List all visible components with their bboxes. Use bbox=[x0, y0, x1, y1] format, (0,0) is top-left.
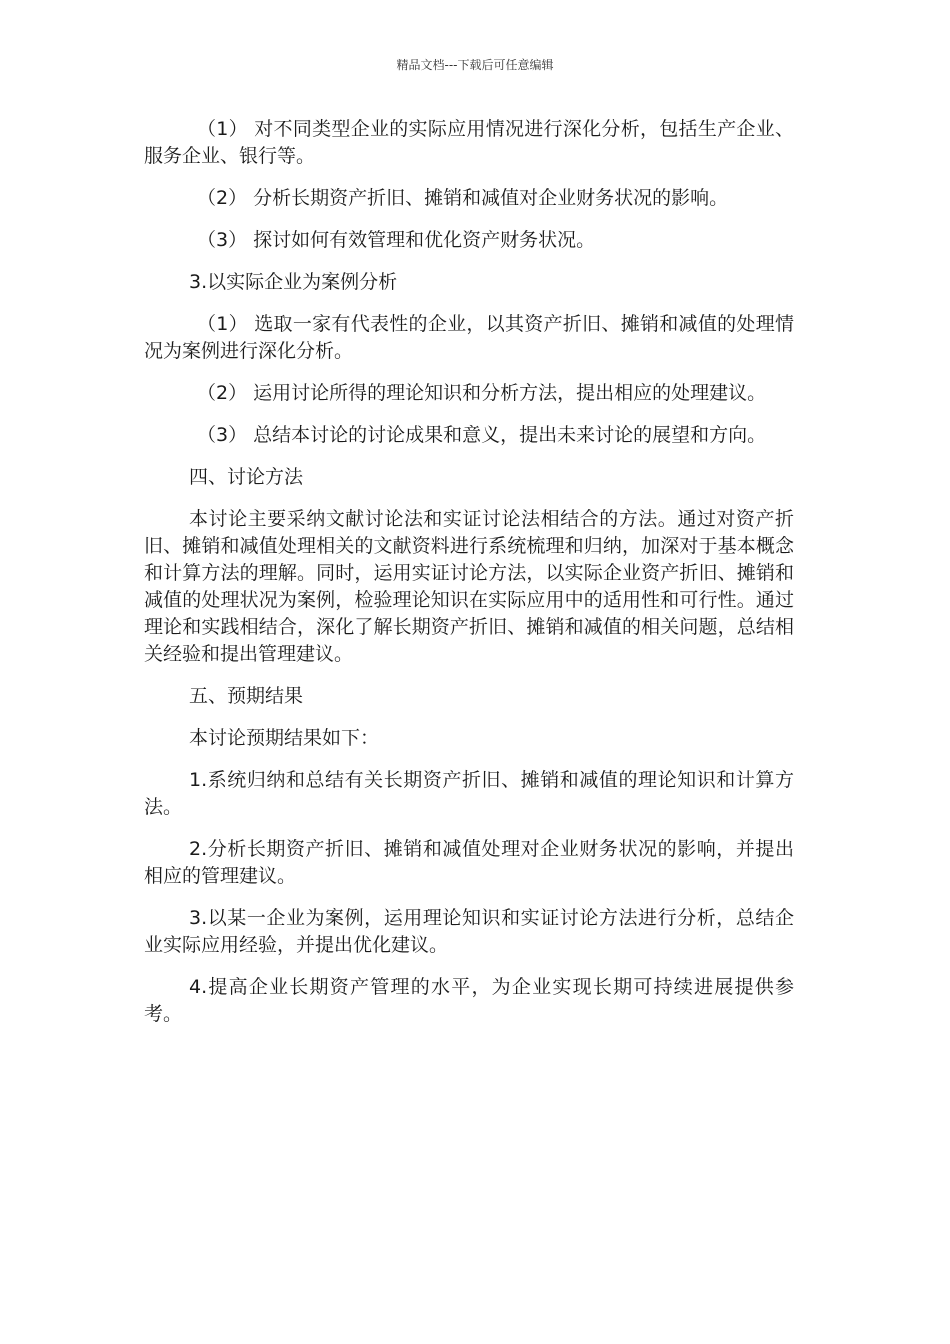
result-item-1: 1.系统归纳和总结有关长期资产折旧、摊销和减值的理论知识和计算方法。 bbox=[144, 769, 794, 818]
section-heading-methods: 四、讨论方法 bbox=[189, 466, 304, 488]
section-heading-3: 3.以实际企业为案例分析 bbox=[189, 271, 398, 293]
paragraph-6: （2） 运用讨论所得的理论知识和分析方法，提出相应的处理建议。 bbox=[197, 382, 767, 404]
paragraph-2: （2） 分析长期资产折旧、摊销和减值对企业财务状况的影响。 bbox=[197, 187, 729, 209]
paragraph-1: （1） 对不同类型企业的实际应用情况进行深化分析，包括生产企业、服务企业、银行等。 bbox=[144, 118, 794, 167]
result-item-3: 3.以某一企业为案例，运用理论知识和实证讨论方法进行分析，总结企业实际应用经验，并提出优化建议。 bbox=[144, 907, 794, 956]
paragraph-results-intro: 本讨论预期结果如下： bbox=[189, 727, 380, 749]
paragraph-5: （1） 选取一家有代表性的企业，以其资产折旧、摊销和减值的处理情况为案例进行深化分析。 bbox=[144, 313, 794, 362]
result-item-2: 2.分析长期资产折旧、摊销和减值处理对企业财务状况的影响，并提出相应的管理建议。 bbox=[144, 838, 794, 887]
result-item-4: 4.提高企业长期资产管理的水平，为企业实现长期可持续进展提供参考。 bbox=[144, 976, 794, 1025]
paragraph-7: （3） 总结本讨论的讨论成果和意义，提出未来讨论的展望和方向。 bbox=[197, 424, 767, 446]
page-header: 精品文档---下载后可任意编辑 bbox=[396, 58, 554, 72]
section-heading-results: 五、预期结果 bbox=[189, 685, 304, 707]
paragraph-3: （3） 探讨如何有效管理和优化资产财务状况。 bbox=[197, 229, 596, 251]
paragraph-methods: 本讨论主要采纳文献讨论法和实证讨论法相结合的方法。通过对资产折旧、摊销和减值处理相关的文献资料进行系统梳理和归纳，加深对于基本概念和计算方法的理解。同时，运用实证讨论方法，以实际企业资产折旧、摊销和减值的处理状况为案例，检验理论知识在实际应用中的适用性和可行性。通过理论和实践相结合，深化了解长期资产折旧、摊销和减值的相关问题，总结相关经验和提出管理建议。 bbox=[144, 508, 794, 665]
document-body bbox=[144, 116, 794, 1043]
